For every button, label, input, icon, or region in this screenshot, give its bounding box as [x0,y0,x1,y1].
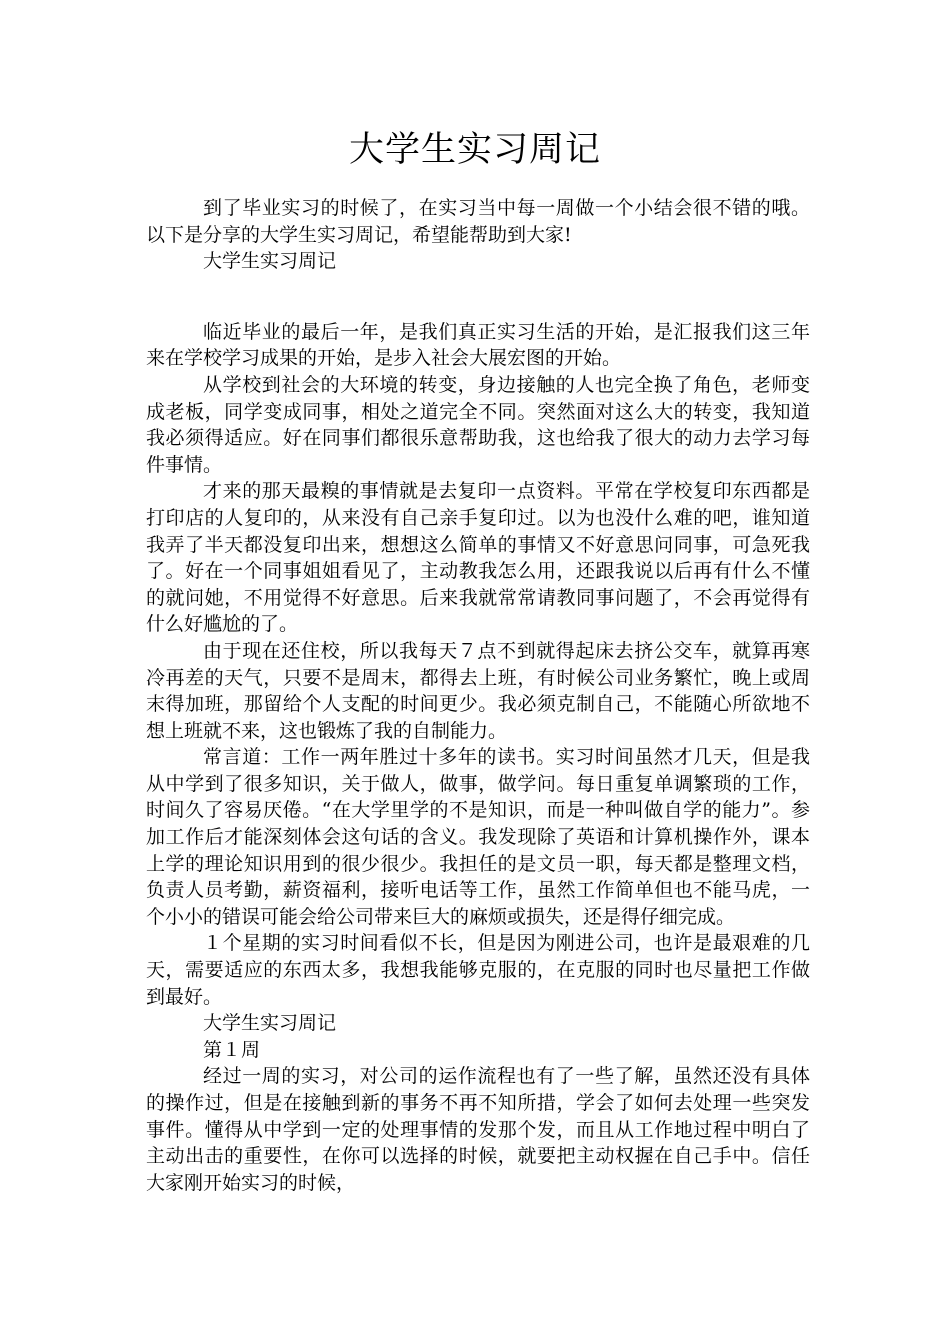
body-paragraph: １个星期的实习时间看似不长，但是因为刚进公司，也许是最艰难的几天，需要适应的东西太多，我想我能够克服的，在克服的同时也尽量把工作做到最好。 [146,932,810,1008]
section-heading-2: 大学生实习周记 [203,1012,337,1035]
document-body [146,195,810,1196]
body-paragraph: 常言道：工作一两年胜过十多年的读书。实习时间虽然才几天，但是我从中学到了很多知识，关于做人，做事，做学问。每日重复单调繁琐的工作，时间久了容易厌倦。“在大学里学的不是知识，而是一种叫做自学的能力”。参加工作后才能深刻体会这句话的含义。我发现除了英语和计算机操作外，课本上学的理论知识用到的很少很少。我担任的是文员一职，每天都是整理文档，负责人员考勤，薪资福利，接听电话等工作，虽然工作简单但也不能马虎，一个小小的错误可能会给公司带来巨大的麻烦或损失，还是得仔细完成。 [146,746,810,928]
body-paragraph: 才来的那天最糗的事情就是去复印一点资料。平常在学校复印东西都是打印店的人复印的，从来没有自己亲手复印过。以为也没什么难的吧，谁知道我弄了半天都没复印出来，想想这么简单的事情又不好意思问同事，可急死我了。好在一个同事姐姐看见了，主动教我怎么用，还跟我说以后再有什么不懂的就问她，不用觉得不好意思。后来我就常常请教同事问题了，不会再觉得有什么好尴尬的了。 [146,480,810,636]
body-paragraph: 从学校到社会的大环境的转变，身边接触的人也完全换了角色，老师变成老板，同学变成同事，相处之道完全不同。突然面对这么大的转变，我知道我必须得适应。好在同事们都很乐意帮助我，这也给我了很大的动力去学习每件事情。 [146,373,810,476]
intro-paragraph: 到了毕业实习的时候了，在实习当中每一周做一个小结会很不错的哦。以下是分享的大学生实习周记，希望能帮助到大家! [146,197,810,246]
body-paragraph: 经过一周的实习，对公司的运作流程也有了一些了解，虽然还没有具体的操作过，但是在接触到新的事务不再不知所措，学会了如何去处理一些突发事件。懂得从中学到一定的处理事情的发那个发，而且从工作地过程中明白了主动出击的重要性，在你可以选择的时候，就要把主动权握在自己手中。信任大家刚开始实习的时候， [146,1065,810,1194]
body-paragraph: 由于现在还住校，所以我每天７点不到就得起床去挤公交车，就算再寒冷再差的天气，只要不是周末，都得去上班，有时候公司业务繁忙，晚上或周末得加班，那留给个人支配的时间更少。我必须克制自己，不能随心所欲地不想上班就不来，这也锻炼了我的自制能力。 [146,639,810,742]
document-title: 大学生实习周记 [348,130,601,170]
week-label: 第１周 [203,1038,261,1061]
section-heading-1: 大学生实习周记 [203,250,337,273]
blank-line [146,275,810,319]
body-paragraph: 临近毕业的最后一年，是我们真正实习生活的开始，是汇报我们这三年来在学校学习成果的开始，是步入社会大展宏图的开始。 [146,320,810,370]
